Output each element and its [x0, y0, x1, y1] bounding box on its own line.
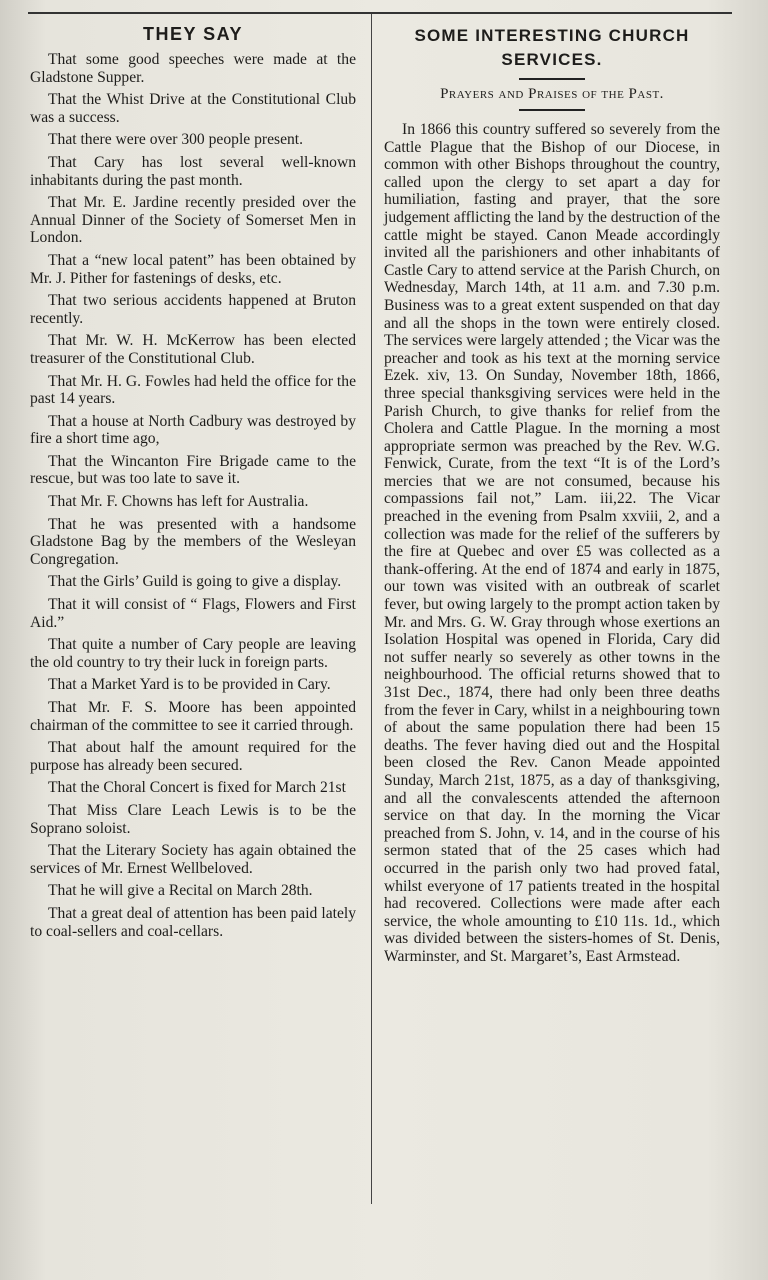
- they-say-item: That two serious accidents happened at Bruton recently.: [30, 292, 356, 327]
- they-say-item: That there were over 300 people present.: [48, 131, 304, 149]
- they-say-item: That Mr. F. S. Moore has been appointed chairman of the committee to see it carried through.: [30, 699, 356, 734]
- they-say-item: That Miss Clare Leach Lewis is to be the Soprano soloist.: [30, 801, 356, 837]
- they-say-column: [30, 20, 356, 945]
- they-say-item: That about half the amount required for the purpose has already been secured.: [30, 739, 356, 774]
- top-rule: [28, 12, 732, 14]
- they-say-item: That some good speeches were made at the Gladstone Supper.: [30, 51, 356, 86]
- they-say-item: That the Literary Society has again obtained the services of Mr. Ernest Wellbeloved.: [30, 842, 356, 877]
- church-services-column: [384, 20, 720, 966]
- article-title: SOME INTERESTING CHURCH SERVICES.: [414, 26, 690, 69]
- title-rule: [519, 78, 585, 80]
- they-say-item: That he was presented with a handsome Gladstone Bag by the members of the Wesleyan Congregation.: [30, 515, 356, 568]
- they-say-item: That Mr. E. Jardine recently presided over the Annual Dinner of the Society of Somerset Men in London.: [30, 194, 356, 247]
- they-say-item: That Mr. F. Chowns has left for Australia.: [48, 493, 309, 511]
- they-say-item: That the Wincanton Fire Brigade came to the rescue, but was too late to save it.: [30, 452, 356, 488]
- they-say-item: That the Choral Concert is fixed for March 21st: [48, 779, 346, 797]
- they-say-item: That the Girls’ Guild is going to give a display.: [48, 573, 342, 591]
- they-say-item: That Mr. H. G. Fowles had held the office for the past 14 years.: [30, 372, 356, 408]
- article-body: In 1866 this country suffered so severely from the Cattle Plague that the Bishop of our Diocese, in common with other Bishops throughout the country, called upon the clergy to set apart a day for humiliation, fasting and prayer, that the sore judgement afflicting the land by the destruction of the cattle might be stayed. Canon Meade accordingly invited all the parishioners and other inhabitants of Castle Cary to attend service at the Parish Church, on Wednesday, March 14th, at 11 a.m. and 7.30 p.m. Business was to a great extent suspended on that day and all the shops in the town were entirely closed. The services were largely attended ; the Vicar was the preacher and took as his text at the morning service Ezek. xiv, 13. On Sunday, November 18th, 1866, three special thanksgiving services were held in the Parish Church, to give thanks for relief from the Cholera and Cattle Plague. In the morning a most appropriate sermon was preached by the Rev. W.G. Fenwick, Curate, from the text “It is of the Lord’s mercies that we are not consumed, because his compassions fail not,” Lam. iii,22. The Vicar preached in the evening from Psalm xxviii, 2, and a collection was made for the relief of the sufferers by the fire at Quebec and over £5 was collected as a thank-offering. At the end of 1874 and early in 1875, our town was visited with an outbreak of scarlet fever, but owing largely to the prompt action taken by Mr. and Mrs. G. W. Gray through whose exertions an Isolation Hospital was opened in Florida, Cary did not suffer nearly so severely as other towns in the neighbourhood. The official returns showed that to 31st Dec., 1874, there had only been three deaths from the fever in Cary, whilst in a neighbouring town of about the same population there had been 15 deaths. The fever having died out and the Hospital been closed the Rev. Canon Meade appointed Sunday, March 21st, 1875, as a day of thanksgiving, and all the convalescents attended the afternoon service on that day. In the morning the Vicar preached from S. John, v. 14, and in the course of his sermon stated that of the 25 cases which had occurred in the parish only two had proved fatal, whilst everyone of 17 patients treated in the hospital had recovered. Collections were made after each service, the whole amounting to £10 11s. 1d., which was divided between the sisters-homes of St. Denis, Warminster, and St. Margaret’s, East Armstead.: [384, 121, 720, 965]
- article-subtitle: Prayers and Praises of the Past.: [440, 86, 664, 102]
- they-say-item: That Mr. W. H. McKerrow has been elected treasurer of the Constitutional Club.: [30, 332, 356, 367]
- they-say-item: That a house at North Cadbury was destroyed by fire a short time ago,: [30, 412, 356, 448]
- they-say-item: That it will consist of “ Flags, Flowers and First Aid.”: [30, 596, 356, 631]
- they-say-item: That he will give a Recital on March 28th.: [48, 882, 313, 900]
- they-say-heading: THEY SAY: [142, 24, 244, 44]
- subtitle-rule: [519, 109, 585, 111]
- column-divider: [371, 14, 372, 1204]
- they-say-item: That quite a number of Cary people are leaving the old country to try their luck in foreign parts.: [30, 636, 356, 671]
- they-say-item: That a great deal of attention has been paid lately to coal-sellers and coal-cellars.: [30, 904, 356, 940]
- they-say-item: That a “new local patent” has been obtained by Mr. J. Pither for fastenings of desks, etc.: [30, 251, 356, 287]
- they-say-item: That the Whist Drive at the Constitutional Club was a success.: [30, 91, 356, 126]
- they-say-item: That a Market Yard is to be provided in Cary.: [48, 676, 331, 694]
- they-say-item: That Cary has lost several well-known inhabitants during the past month.: [30, 153, 356, 189]
